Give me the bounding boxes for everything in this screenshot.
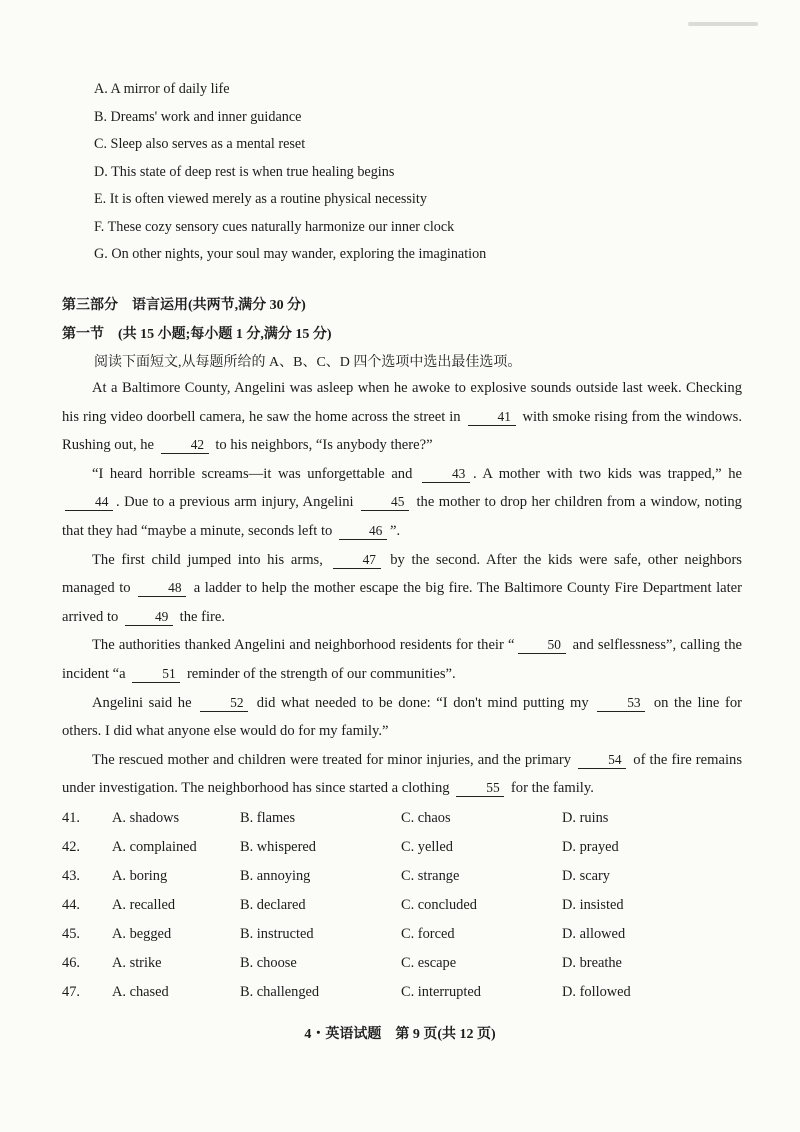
choice-d: D. followed <box>562 984 631 1000</box>
blank-46: 46 <box>339 523 387 540</box>
paragraph-1 <box>62 374 742 460</box>
passage-text: . A mother with two kids was trapped,” he <box>472 465 743 482</box>
question-row <box>62 891 752 920</box>
section1-title: 第一节 (共 15 小题;每小题 1 分,满分 15 分) <box>62 327 332 342</box>
passage-text: on the line for others. I did what anyone else would do for my family.” <box>62 694 742 740</box>
choice-d: D. scary <box>562 868 610 884</box>
blank-45: 45 <box>361 494 409 511</box>
question-number: 43. <box>62 868 80 884</box>
option-d: D. This state of deep rest is when true healing begins <box>94 163 395 180</box>
option-e: E. It is often viewed merely as a routine physical necessity <box>94 191 427 207</box>
choice-c: C. yelled <box>401 839 453 855</box>
choice-a: A. complained <box>112 839 197 855</box>
passage-text: did what needed to be done: “I don't mind putting my <box>256 694 589 711</box>
choice-a: A. strike <box>112 955 162 971</box>
passage-text: a ladder to help the mother escape the big fire. The Baltimore County Fire Department later arrived to <box>62 580 742 625</box>
question-number: 44. <box>62 897 80 913</box>
passage-text: the fire. <box>179 608 226 625</box>
passage-text: ”. <box>389 522 401 539</box>
part3-title: 第三部分 语言运用(共两节,满分 30 分) <box>62 298 306 313</box>
passage-text: to his neighbors, “Is anybody there?” <box>215 437 433 454</box>
blank-51: 51 <box>132 666 180 683</box>
option-c: C. Sleep also serves as a mental reset <box>94 136 306 152</box>
choice-b: B. instructed <box>240 926 314 942</box>
blank-41: 41 <box>468 409 516 426</box>
question-number: 42. <box>62 839 80 855</box>
option-a: A. A mirror of daily life <box>94 81 230 97</box>
passage-text: At a Baltimore County, Angelini was asleep when he awoke to explosive sounds outside last week. Checking his ring video doorbell camera, he saw the home across the street in <box>62 380 742 425</box>
choice-c: C. strange <box>401 868 460 884</box>
blank-52: 52 <box>200 695 248 712</box>
question-row <box>62 804 752 833</box>
option-f: F. These cozy sensory cues naturally harmonize our inner clock <box>94 218 455 235</box>
passage-text: The authorities thanked Angelini and neighborhood residents for their “ <box>92 637 515 654</box>
question-number: 46. <box>62 955 80 971</box>
blank-42: 42 <box>161 437 209 454</box>
choice-a: A. shadows <box>112 810 180 826</box>
passage-text: and selflessness”, calling the incident “a <box>62 637 743 682</box>
choice-c: C. forced <box>401 926 455 942</box>
choice-c: C. interrupted <box>401 984 481 1000</box>
passage-text: reminder of the strength of our communities”. <box>186 665 456 682</box>
passage-text: . Due to a previous arm injury, Angelini <box>116 494 354 511</box>
question-row <box>62 978 752 1007</box>
passage-text: The first child jumped into his arms, <box>92 551 323 568</box>
blank-47: 47 <box>333 552 381 569</box>
choice-b: B. choose <box>240 955 297 971</box>
scan-mark <box>688 22 758 26</box>
question-choices <box>62 804 752 1007</box>
choice-b: B. challenged <box>240 984 320 1000</box>
question-row <box>62 862 752 891</box>
page-footer: 4・英语试题 第 9 页(共 12 页) <box>304 1027 496 1042</box>
choice-d: D. prayed <box>562 839 619 855</box>
passage-text: Angelini said he <box>92 694 192 711</box>
choice-d: D. allowed <box>562 926 626 942</box>
choice-a: A. recalled <box>112 897 176 913</box>
passage-text: for the family. <box>510 780 594 797</box>
choice-d: D. ruins <box>562 810 609 826</box>
choice-c: C. escape <box>401 955 457 971</box>
question-number: 45. <box>62 926 80 942</box>
choice-b: B. flames <box>240 810 296 826</box>
choice-d: D. breathe <box>562 955 622 971</box>
choice-c: C. concluded <box>401 897 477 913</box>
paragraph-2 <box>62 460 742 546</box>
question-number: 47. <box>62 984 80 1000</box>
blank-43: 43 <box>422 466 470 483</box>
instruction: 阅读下面短文,从每题所给的 A、B、C、D 四个选项中选出最佳选项。 <box>94 355 522 370</box>
question-number: 41. <box>62 810 80 826</box>
choice-b: B. annoying <box>240 868 311 884</box>
blank-53: 53 <box>597 695 645 712</box>
choice-a: A. boring <box>112 868 168 884</box>
choice-b: B. whispered <box>240 839 316 855</box>
passage-text: of the fire remains under investigation. The neighborhood has since started a clothing <box>62 751 742 797</box>
question-row <box>62 833 752 862</box>
paragraph-3 <box>62 546 742 632</box>
cloze-passage <box>62 374 742 803</box>
choice-d: D. insisted <box>562 897 624 913</box>
paragraph-4 <box>62 631 742 688</box>
passage-text: The rescued mother and children were treated for minor injuries, and the primary <box>92 751 572 768</box>
option-b: B. Dreams' work and inner guidance <box>94 108 302 125</box>
question-row <box>62 949 752 978</box>
option-list <box>94 76 754 269</box>
question-row <box>62 920 752 949</box>
option-g: G. On other nights, your soul may wander, exploring the imagination <box>94 246 487 262</box>
choice-a: A. chased <box>112 984 169 1000</box>
passage-text: the mother to drop her children from a window, noting that they had “maybe a minute, seconds left to <box>62 494 742 539</box>
blank-55: 55 <box>456 780 504 797</box>
choice-a: A. begged <box>112 926 172 942</box>
choice-c: C. chaos <box>401 810 451 826</box>
blank-48: 48 <box>138 580 186 597</box>
passage-text: by the second. After the kids were safe, other neighbors managed to <box>62 551 742 597</box>
paragraph-6 <box>62 746 742 803</box>
blank-50: 50 <box>518 637 566 654</box>
blank-44: 44 <box>65 494 113 511</box>
blank-49: 49 <box>125 609 173 626</box>
passage-text: “I heard horrible screams—it was unforgettable and <box>92 465 413 482</box>
paragraph-5 <box>62 689 742 746</box>
choice-b: B. declared <box>240 897 306 913</box>
blank-54: 54 <box>578 752 626 769</box>
passage-text: with smoke rising from the windows. Rushing out, he <box>62 408 742 454</box>
